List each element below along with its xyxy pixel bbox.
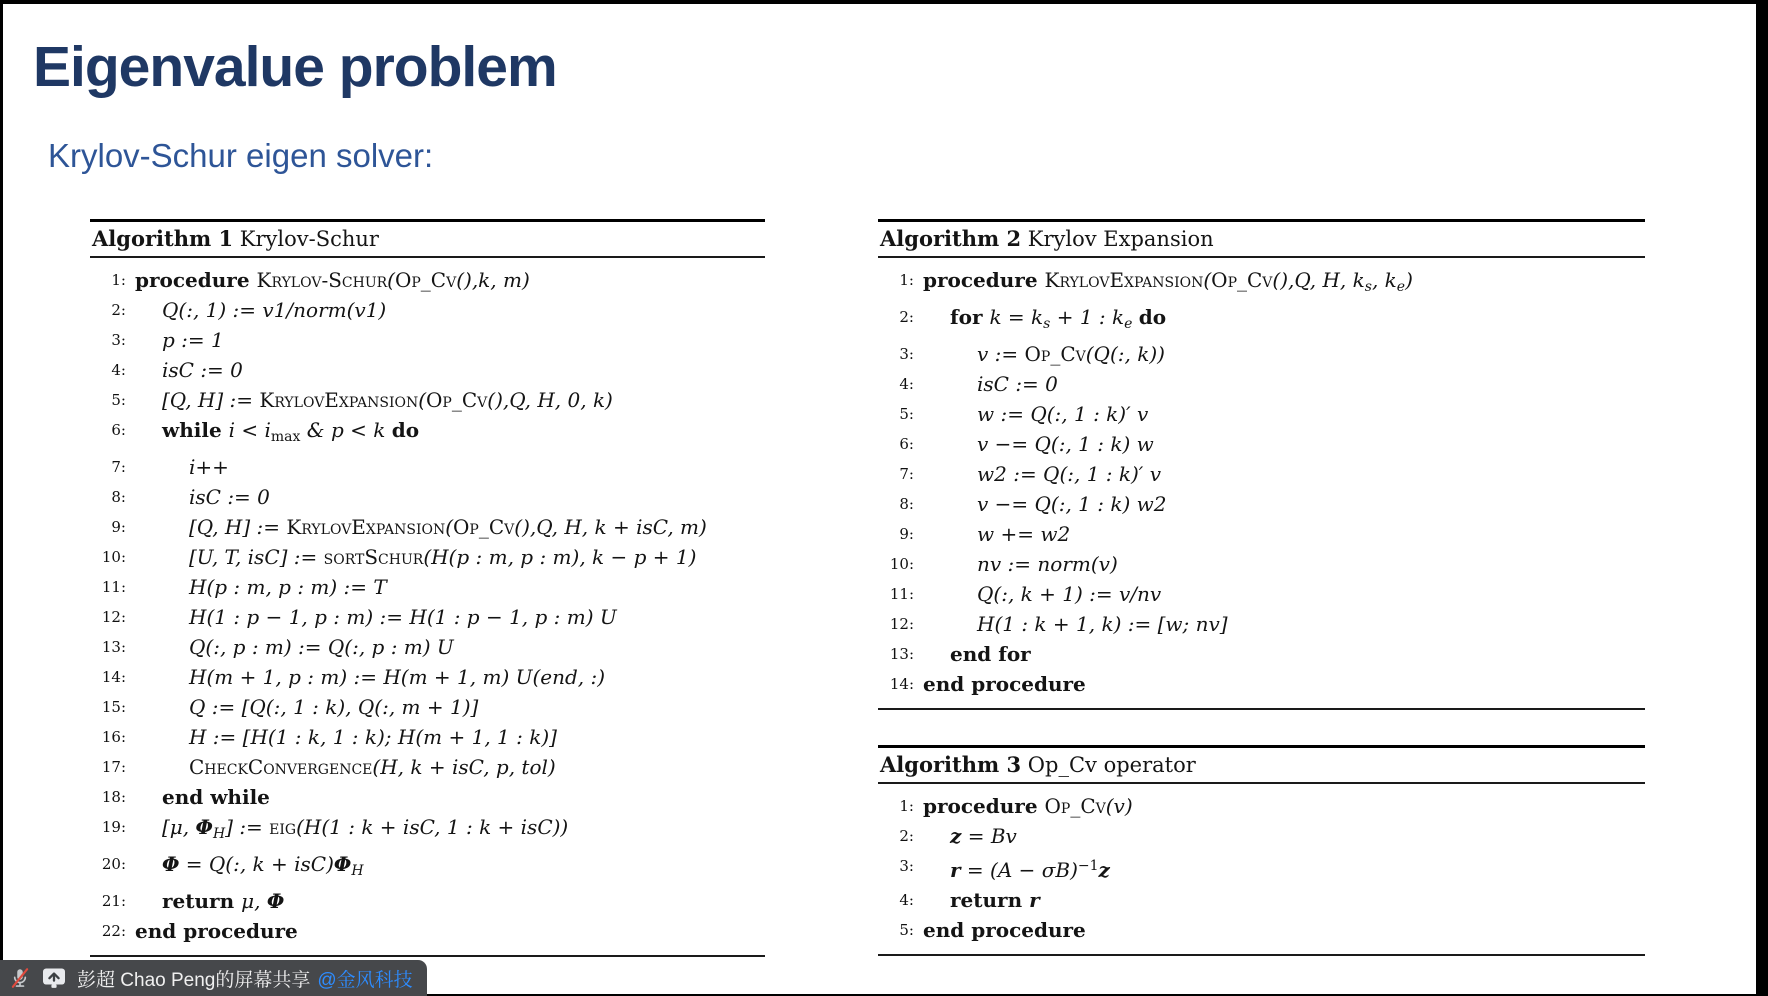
algorithm-label: Algorithm 3	[880, 751, 1022, 777]
algorithm-body	[878, 784, 1645, 956]
line-content: procedure KrylovExpansion(Op_Cv(),Q, H, ks, ke)	[923, 268, 1413, 295]
line-number: 10:	[889, 554, 914, 573]
line-number: 15:	[101, 697, 126, 716]
algorithms-right-column	[878, 219, 1645, 956]
line-number: 4:	[899, 890, 914, 909]
line-content: p := 1	[162, 328, 224, 352]
line-number: 4:	[899, 374, 914, 393]
algorithms-left-column	[90, 219, 765, 957]
algo-line	[90, 752, 765, 782]
line-number: 13:	[101, 637, 126, 656]
algo-line	[90, 325, 765, 355]
algo-line	[878, 339, 1645, 369]
line-number: 1:	[899, 271, 914, 289]
algorithm-body	[878, 258, 1645, 710]
algo-line	[90, 632, 765, 662]
algo-line	[878, 549, 1645, 579]
line-number: 2:	[899, 826, 914, 845]
line-number: 13:	[889, 644, 914, 663]
line-content: w += w2	[977, 521, 1071, 546]
line-number: 18:	[101, 787, 126, 806]
algo-line	[90, 662, 765, 692]
line-content: v −= Q(:, 1 : k) w	[977, 431, 1154, 456]
algo-line	[90, 482, 765, 512]
line-number: 3:	[899, 856, 914, 875]
line-number: 6:	[111, 421, 126, 439]
slide-canvas	[3, 4, 1756, 994]
line-content: [Q, H] := KrylovExpansion(Op_Cv(),Q, H, k + isC, m)	[189, 514, 707, 539]
algo-line	[878, 639, 1645, 669]
algo-line	[90, 385, 765, 415]
algo-line	[878, 579, 1645, 609]
line-content: v −= Q(:, 1 : k) w2	[977, 491, 1167, 516]
algo-line	[878, 669, 1645, 699]
algo-line	[90, 295, 765, 325]
algo-line	[878, 429, 1645, 459]
algo-line	[90, 415, 765, 452]
algorithm-3-opcv-operator	[878, 745, 1645, 956]
line-number: 21:	[101, 891, 126, 910]
line-content: isC := 0	[162, 358, 243, 382]
line-content: CheckConvergence(H, k + isC, p, tol)	[189, 754, 556, 779]
algo-line	[90, 355, 765, 385]
algo-line	[90, 692, 765, 722]
line-content: end procedure	[923, 671, 1086, 696]
algo-line	[90, 265, 765, 295]
algorithm-body	[90, 258, 765, 957]
slide-title: Eigenvalue problem	[33, 35, 557, 99]
line-number: 9:	[899, 524, 914, 543]
line-content: w2 := Q(:, 1 : k)′ v	[977, 461, 1162, 486]
screen-share-banner	[0, 960, 427, 996]
algorithm-2-krylov-expansion	[878, 219, 1645, 710]
line-content: end for	[950, 641, 1031, 666]
line-number: 1:	[899, 796, 914, 815]
algo-line	[90, 812, 765, 849]
algorithm-label: Algorithm 1	[92, 226, 234, 251]
line-content: end while	[162, 784, 270, 809]
algorithm-header	[90, 222, 765, 258]
line-content: return μ, Φ	[162, 888, 285, 913]
line-number: 10:	[101, 547, 126, 566]
line-content: H(1 : k + 1, k) := [w; nv]	[977, 611, 1228, 636]
line-number: 8:	[899, 494, 914, 513]
line-content: Q(:, 1) := v1/norm(v1)	[162, 298, 387, 322]
line-number: 14:	[889, 674, 914, 693]
algo-line	[90, 572, 765, 602]
line-content: isC := 0	[977, 371, 1058, 396]
line-number: 5:	[899, 404, 914, 423]
line-content: procedure Krylov-Schur(Op_Cv(),k, m)	[135, 268, 530, 292]
line-content: [Q, H] := KrylovExpansion(Op_Cv(),Q, H, 0, k)	[162, 388, 613, 412]
mic-muted-icon	[9, 967, 31, 989]
line-content: Q(:, p : m) := Q(:, p : m) U	[189, 634, 454, 659]
line-content: v := Op_Cv(Q(:, k))	[977, 341, 1165, 366]
line-number: 2:	[899, 307, 914, 326]
line-content: z = Bv	[950, 823, 1017, 848]
algo-line	[90, 849, 765, 886]
line-content: Q := [Q(:, 1 : k), Q(:, m + 1)]	[189, 694, 479, 719]
algo-line	[90, 512, 765, 542]
algo-line	[878, 885, 1645, 915]
line-content: H := [H(1 : k, 1 : k); H(m + 1, 1 : k)]	[189, 724, 557, 749]
algo-line	[878, 459, 1645, 489]
line-number: 14:	[101, 667, 126, 686]
line-content: end procedure	[135, 918, 298, 943]
line-content: H(m + 1, p : m) := H(m + 1, m) U(end, :)	[189, 664, 606, 689]
line-content: w := Q(:, 1 : k)′ v	[977, 401, 1149, 426]
line-content: procedure Op_Cv(v)	[923, 793, 1133, 818]
algo-line	[878, 915, 1645, 945]
line-number: 20:	[101, 854, 126, 873]
line-content: for k = ks + 1 : ke do	[950, 304, 1167, 332]
line-number: 3:	[111, 331, 126, 349]
line-content: [μ, ΦH] := eig(H(1 : k + isC, 1 : k + isC))	[162, 814, 569, 842]
line-number: 22:	[101, 921, 126, 940]
algo-line	[878, 609, 1645, 639]
line-number: 9:	[111, 517, 126, 536]
line-content: Φ = Q(:, k + isC)ΦH	[162, 851, 364, 879]
line-content: while i < imax & p < k do	[162, 418, 420, 445]
algo-line	[90, 542, 765, 572]
algo-line	[878, 399, 1645, 429]
line-number: 12:	[889, 614, 914, 633]
algo-line	[90, 916, 765, 946]
algo-line	[878, 821, 1645, 851]
line-content: [U, T, isC] := sortSchur(H(p : m, p : m), k − p + 1)	[189, 544, 697, 569]
algorithm-title: Krylov-Schur	[233, 227, 379, 251]
line-number: 12:	[101, 607, 126, 626]
algorithm-header	[878, 222, 1645, 258]
line-number: 7:	[899, 464, 914, 483]
algo-line	[878, 489, 1645, 519]
line-content: return r	[950, 887, 1040, 912]
algo-line	[878, 302, 1645, 339]
line-number: 19:	[101, 817, 126, 836]
algorithm-1-krylov-schur	[90, 219, 765, 957]
line-content: i++	[189, 454, 229, 479]
slide-subtitle: Krylov-Schur eigen solver:	[48, 137, 434, 174]
line-content: isC := 0	[189, 484, 270, 509]
line-content: nv := norm(v)	[977, 551, 1118, 576]
algo-line	[90, 452, 765, 482]
algo-line	[878, 851, 1645, 885]
screen-share-icon	[42, 967, 66, 989]
line-content: $r = (A - \sigma B)^{-1}z$	[950, 857, 1110, 882]
line-number: 4:	[111, 361, 126, 379]
line-number: 1:	[111, 271, 126, 289]
algorithm-label: Algorithm 2	[880, 226, 1022, 251]
screen-share-mention-link[interactable]: @金风科技	[317, 969, 413, 991]
line-content: H(1 : p − 1, p : m) := H(1 : p − 1, p : m) U	[189, 604, 617, 629]
algo-line	[90, 602, 765, 632]
line-number: 17:	[101, 757, 126, 776]
line-content: Q(:, k + 1) := v/nv	[977, 581, 1162, 606]
line-content: end procedure	[923, 917, 1086, 942]
line-number: 3:	[899, 344, 914, 363]
algorithm-header	[878, 748, 1645, 784]
line-number: 5:	[899, 920, 914, 939]
line-number: 16:	[101, 727, 126, 746]
line-number: 5:	[111, 391, 126, 409]
line-number: 6:	[899, 434, 914, 453]
line-number: 11:	[889, 584, 914, 603]
algorithm-title: Krylov Expansion	[1021, 227, 1214, 251]
algo-line	[878, 791, 1645, 821]
algo-line	[90, 722, 765, 752]
algo-line	[90, 782, 765, 812]
line-number: 7:	[111, 457, 126, 476]
line-number: 11:	[101, 577, 126, 596]
line-number: 2:	[111, 301, 126, 319]
algo-line	[878, 369, 1645, 399]
line-number: 8:	[111, 487, 126, 506]
algorithm-title: Op_Cv operator	[1021, 752, 1196, 777]
line-content: H(p : m, p : m) := T	[189, 574, 387, 599]
algo-line	[878, 519, 1645, 549]
algo-line	[90, 886, 765, 916]
screen-share-text: 彭超 Chao Peng的屏幕共享	[77, 969, 311, 991]
algo-line	[878, 265, 1645, 302]
